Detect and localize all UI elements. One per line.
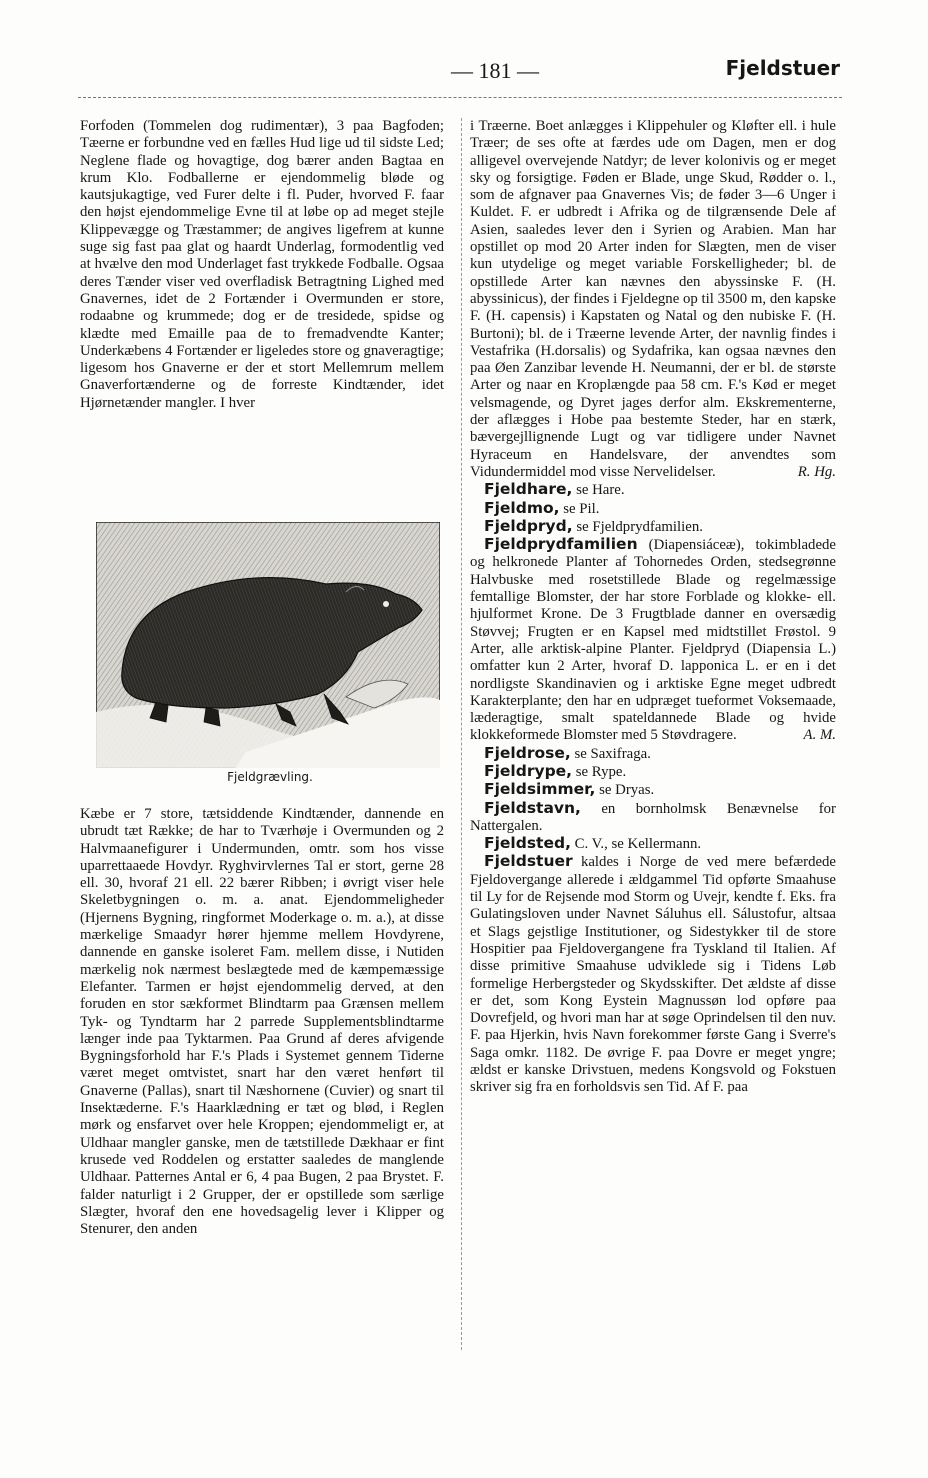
entry-headword: Fjeldhare, <box>484 480 573 499</box>
dictionary-entry <box>470 781 836 799</box>
page-header <box>80 58 840 92</box>
entry-headword: Fjeldsimmer, <box>484 780 596 799</box>
left-column-bottom <box>80 806 444 1352</box>
entry-text: se Hare. <box>572 482 625 499</box>
entry-headword: Fjeldmo, <box>484 498 560 517</box>
intro-paragraph <box>470 118 836 481</box>
dictionary-entry <box>470 481 836 499</box>
column-divider <box>461 118 462 1350</box>
entry-headword: Fjeldstavn, <box>484 798 581 817</box>
dictionary-entry <box>470 745 836 763</box>
dictionary-entry <box>470 853 836 1096</box>
entry-text: en bornholmsk Benævnelse for Nattergalen. <box>470 800 836 834</box>
entry-headword: Fjeldrype, <box>484 761 573 780</box>
entry-headword: Fjeldrose, <box>484 743 571 762</box>
paragraph-continued: Forfoden (Tommelen dog rudimentær), 3 paa Bagfoden; Tæerne er forbundne ved en fælles Hud lige ud til sidste Led; Neglene flade og hovagtige, dog bærer anden Bagtaa en krum Klo. Fodballerne er ejendommelig bløde og kautsjukagtige, ved Furer delte i fl. Puder, hvorved F. faar den højst ejendommelige Evne til at løbe op ad meget stejle Klippevægge og Træstammer; de angives ligefrem at kunne suge sig fast paa glat og haardt Underlag, formodentlig ved at hvælve den mod Underlaget fast trykkede Fodballe. Ogsaa deres Tænder viser ved overfladisk Betragtning Lighed med Gnavernes, idet de 2 Fortænder i Overmunden er store, rodaabne og krummede; dog er de tresidede, spidse og klædte med Emaille paa de to fremadvendte Kanter; Underkæbens 4 Fortænder er ligeledes store og gnaveragtige; ligesom hos Gnaverne er der et stort Mellemrum mellem Gnaverfortænderne og de forreste Kindtænder, idet Hjørnetænder mangler. I hver <box>80 118 444 411</box>
entry-text: C. V., se Kellermann. <box>570 836 702 853</box>
entry-text: (Diapensiáceæ), tokimbladede og helkronede Planter af Tohornedes Orden, stedsegrønne Halvbuske med rosetstillede Blade og regelmæssige femtallige Blomster, der har store Forblade og klokke- ell. hjulformet Krone. De 3 Frugtblade danner en oversædig Støvvej; Frugten er en Kapsel med midtstillet Frøstol. 9 Arter, alle arktisk-alpine Planter. Fjeldpryd (Diapensia L.) omfatter kun 2 Arter, hvoraf D. lapponica L. er en i det nordligste Skandinavien og i arktiske Egne meget udbredt Karakterplante; den har en udpræget tueformet Voksemaade, læderagtige, smalt spateldannede Blade og hvide klokkeformede Blomster med 5 Støvdragere. <box>470 537 836 744</box>
dictionary-entry <box>470 835 836 853</box>
running-head: Fjeldstuer <box>725 56 840 80</box>
dictionary-entry <box>470 763 836 781</box>
entry-headword: Fjeldstuer <box>484 852 573 871</box>
intro-text: i Træerne. Boet anlægges i Klippehuler og Kløfter ell. i hule Træer; de ses ofte at færdes ude om Dagen, men er dog alligevel overvejende Natdyr; de lever kolonivis og er meget sky og forsigtige. Føden er Blade, unge Skud, Rødder o. l., som de afgnaver paa Gnavernes Vis; de føder 3—6 Unger i Kuldet. F. er udbredt i Afrika og de tilgrænsende Dele af Asien, saaledes lever den i Syrien og Arabien. Man har opstillet op mod 20 Arter inden for Slægten, men de viser kun utydelige og meget variable Forskelligheder; bl. de opstillede Arter kan nævnes den abyssinske F. (H. abyssinicus), der findes i Fjeldegne op til 3500 m, den kapske F. (H. capensis) i Kapstaten og Natal og den nubiske F. (H. Burtoni); bl. de i Træerne levende Arter, der navnlig findes i Vestafrika (H.dorsalis) og Sydafrika, kan ogsaa nævnes den paa Øen Zanzibar levende H. Neumanni, der er bl. de største Arter og naar en Kroplængde paa 58 cm. F.'s Kød er meget velsmagende, og Dyret jages derfor alm. Ekskrementerne, der aflægges i Hobe paa bestemte Steder, har en stærk, bævergejllignende Lugt og var tidligere under Navnet Hyraceum en Handelsvare, der anvendtes som Vidundermiddel mod visse Nervelidelser. <box>470 118 836 480</box>
dictionary-entry <box>470 536 836 745</box>
dictionary-entry <box>470 800 836 836</box>
entry-byline: A. M. <box>803 727 836 744</box>
figure-hyrax <box>96 522 440 768</box>
left-column-top <box>80 118 444 498</box>
paragraph-continued: Kæbe er 7 store, tætsiddende Kindtænder, dannende en ubrudt tæt Række; de har to Tværhøje i Overmunden og 2 Halvmaanefigurer i Undermunden, omtr. som hos visse uparrettaaede Hovdyr. Ryghvirvlernes Tal er stort, gerne 28 ell. 30, hvoraf 21 ell. 22 bærer Ribben; i øvrigt viser hele Skeletbygningen o. m. a. anat. Ejendommeligheder (Hjernens Bygning, ringformet Moderkage o. m. a.), at disse mærkelige Smaadyr hører hjemme mellem Hovdyrene, dannende en ganske isoleret Fam. mellem disse, i Nutiden mærkelig nok nærmest beslægtede med de kæmpemæssige Elefanter. Tarmen er højst ejendommelig derved, at den foruden en stor sækformet Blindtarm paa Grænsen mellem Tyk- og Tyndtarm har 2 parrede Supplementsblindtarme længer inde paa Tyktarmen. Paa Grund af deres afvigende Bygningsforhold har F.'s Plads i Systemet gennem Tiderne været meget omtvistet, snart har den været henført til Gnaverne (Pallas), snart til Næshornene (Cuvier) og snart til Insektæderne. F.'s Haarklædning er tæt og blød, i Reglen mørk og ensfarvet over hele Kroppen; ejendommeligt er, at Uldhaar mangler ganske, men de tætstillede Dækhaar er fint krusede ved Roddelen og erstatter saaledes de manglende Uldhaar. Patternes Antal er 6, 4 paa Bugen, 2 paa Brystet. F. falder naturligt i 2 Grupper, der er opstillede som særlige Slægter, hvoraf den ene hovedsagelig lever i Klipper og Stenurer, den anden <box>80 806 444 1238</box>
header-rule <box>78 97 842 98</box>
dictionary-entry <box>470 518 836 536</box>
intro-byline: R. Hg. <box>797 463 836 480</box>
figure-caption: Fjeldgrævling. <box>227 770 313 784</box>
entry-text: se Pil. <box>559 500 600 517</box>
entry-text: se Rype. <box>572 763 627 780</box>
entry-headword: Fjeldpryd, <box>484 516 573 535</box>
entry-headword: Fjeldsted, <box>484 834 571 853</box>
entry-text: se Saxifraga. <box>570 745 651 762</box>
entry-text: se Dryas. <box>595 782 655 799</box>
dictionary-entry <box>470 500 836 518</box>
entry-text: se Fjeldprydfamilien. <box>572 518 703 535</box>
entry-list <box>470 481 836 1096</box>
page-number: — 181 — <box>451 58 539 83</box>
entry-headword: Fjeldprydfamilien <box>484 535 638 554</box>
hyrax-illustration <box>96 522 440 768</box>
entry-text: kaldes i Norge de ved mere befærdede Fjeldovergange allerede i ældgammel Tid opførte Smaahuse til Ly for de Rejsende mod Storm og Uvejr, kendte f. Eks. fra Gulatingsloven under Navnet Sáluhus ell. Sálustofur, altsaa et Slags gejstlige Institutioner, og Sidestykker til de store Hospitier paa Fjeldovergangene fra Tyskland til Italien. Af disse primitive Smaahuse udviklede sig i Tidens Løb formelige Herbergsteder og Skydsskifter. Det ældste af disse er det, som Kong Eystein Magnussøn lod opføre paa Dovrefjeld, og hvori man har at søge Oprindelsen til den nuv. F. paa Hjerkin, hvis Navn forekommer første Gang i Sverre's Saga omkr. 1182. De øvrige F. paa Dovre er meget yngre; ældst er kanske Drivstuen, medens Kongsvold og Fokstuen skriver sig fra en forholdsvis sen Tid. Af F. paa <box>470 854 836 1096</box>
right-column <box>470 118 836 1350</box>
